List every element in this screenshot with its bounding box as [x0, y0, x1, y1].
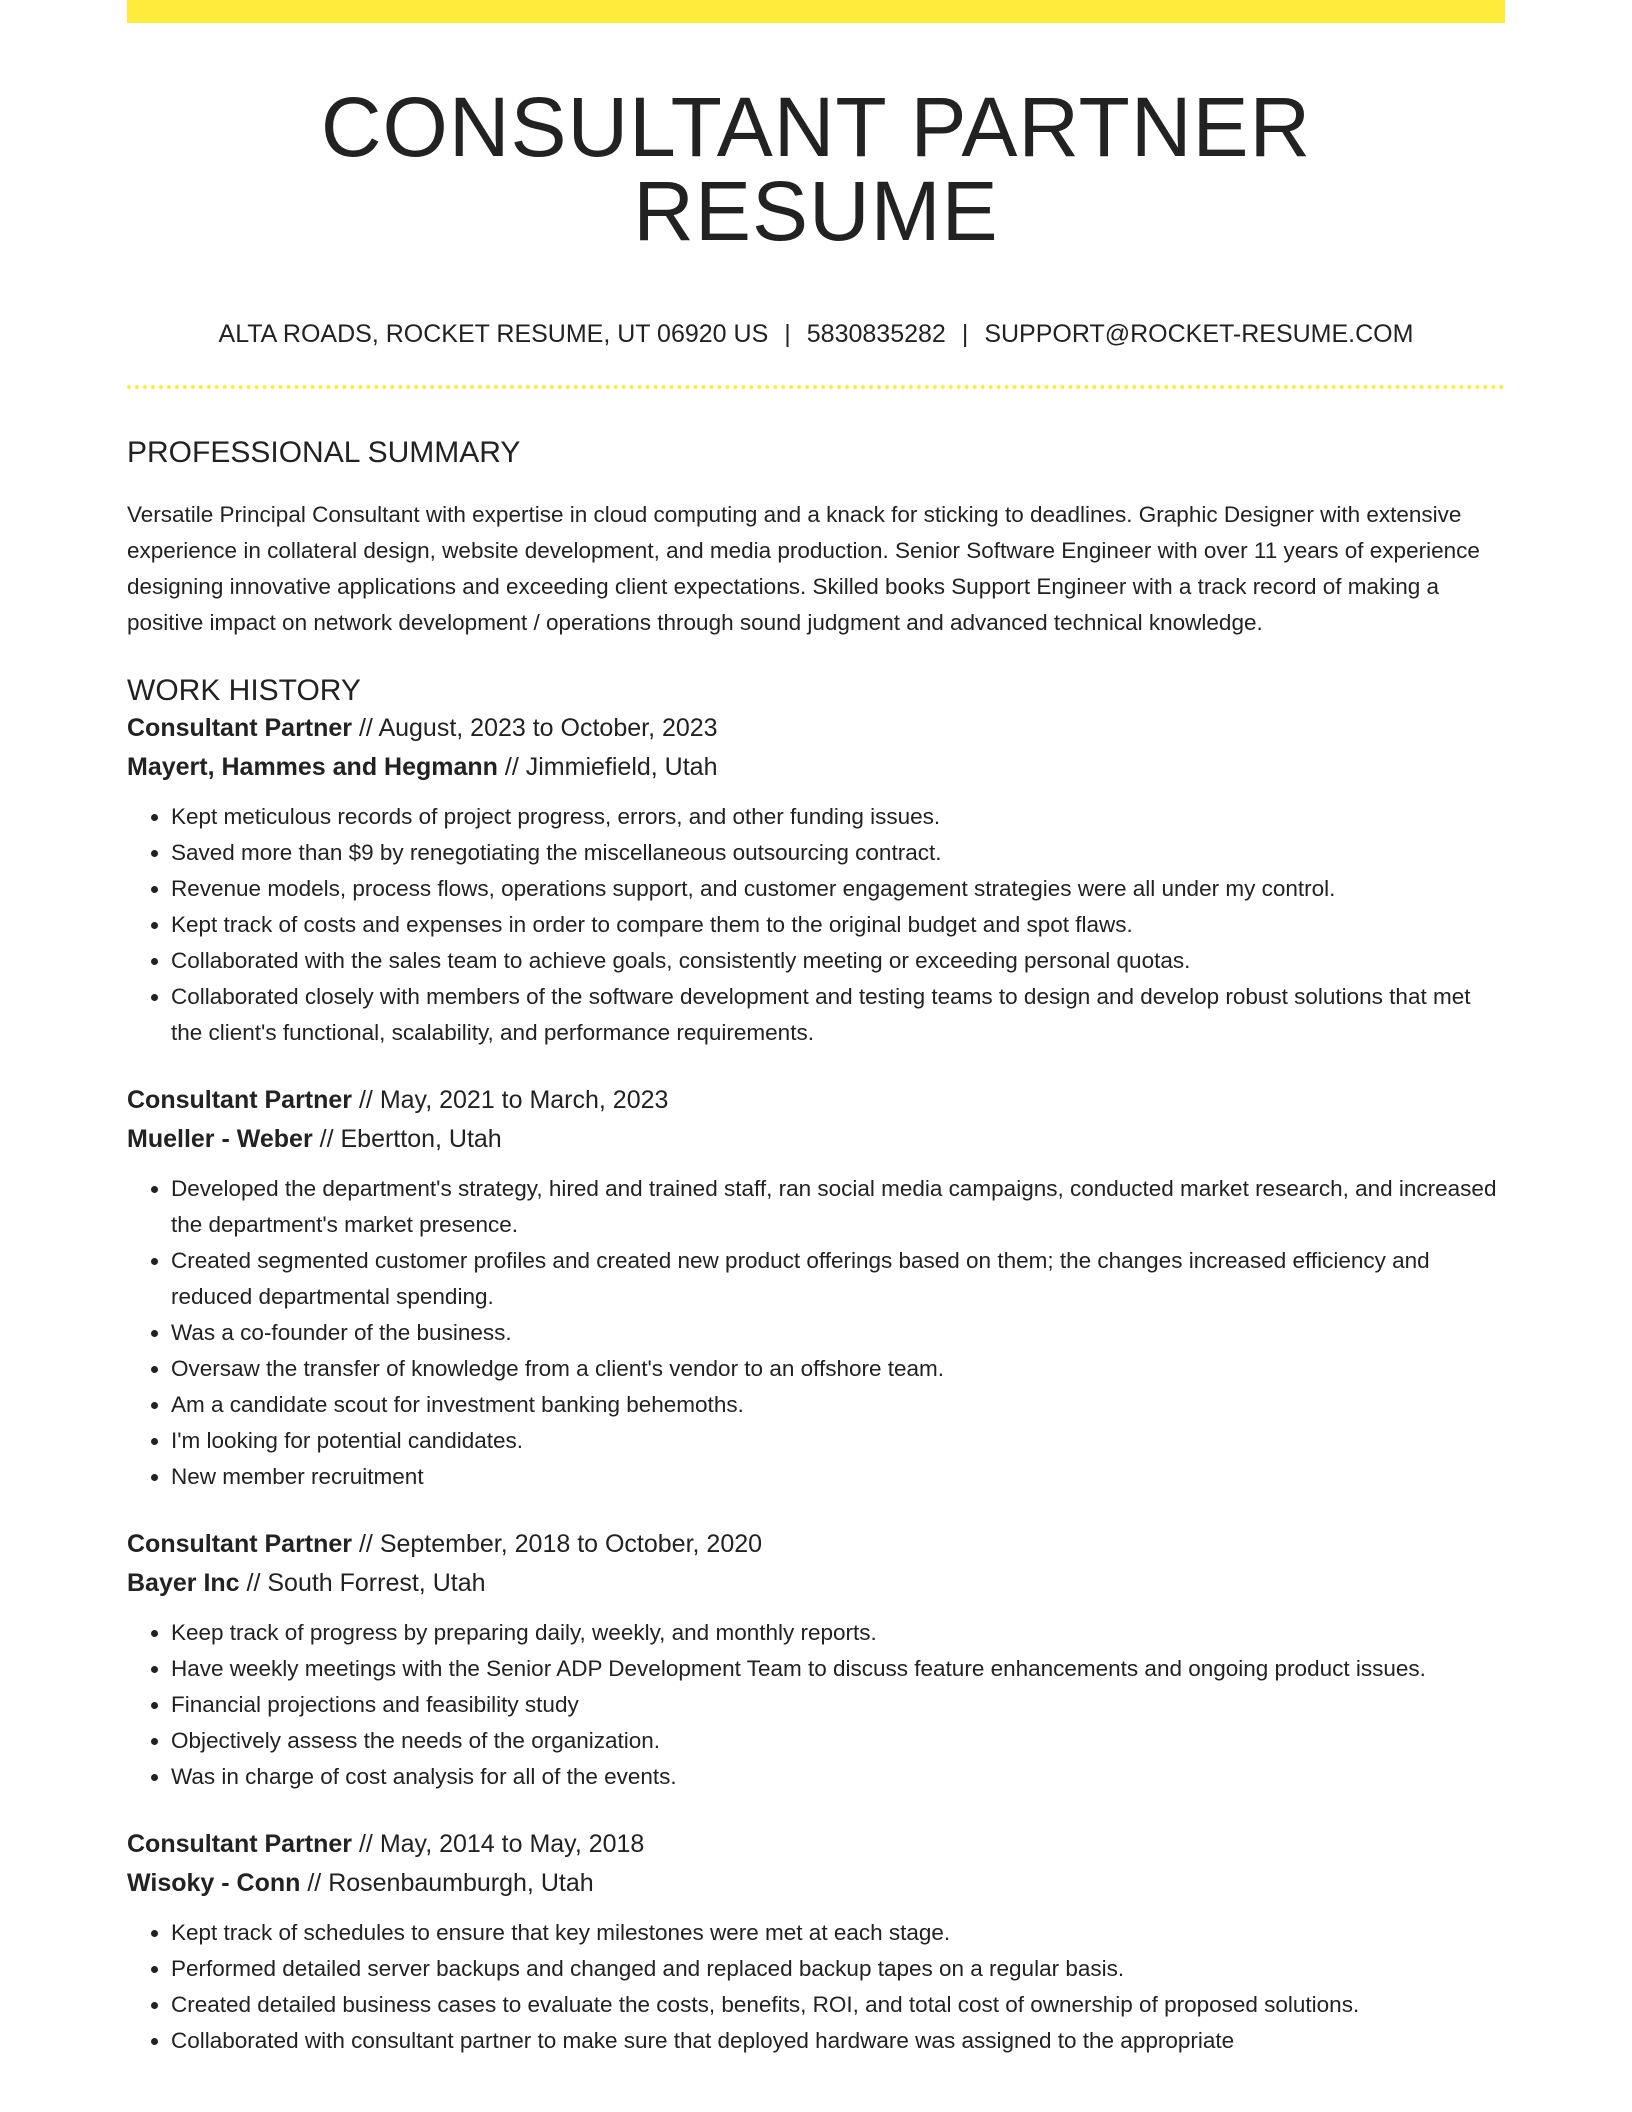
job-entry [127, 709, 1505, 1051]
job-bullet-item: • Collaborated closely with members of the software development and testing teams to design and develop robust solutions that met the client's functional, scalability, and performance requirements. [171, 979, 1505, 1051]
job-title-line [127, 1825, 1505, 1864]
job-bullet-item: • Financial projections and feasibility study [171, 1687, 1505, 1723]
job-separator: // [239, 1569, 268, 1597]
job-title-line [127, 1525, 1505, 1564]
job-title-line [127, 709, 1505, 748]
job-separator: // [300, 1869, 329, 1897]
job-title-line [127, 1081, 1505, 1120]
job-location: South Forrest, Utah [267, 1569, 486, 1597]
job-bullets [127, 1615, 1505, 1795]
job-company-line [127, 1564, 1505, 1603]
job-bullet-item: • Have weekly meetings with the Senior ADP Development Team to discuss feature enhancements and ongoing product issues. [171, 1651, 1505, 1687]
resume-page [127, 0, 1505, 2059]
job-bullets [127, 1915, 1505, 2059]
job-title: Consultant Partner [127, 1086, 353, 1114]
job-bullet-item: • Collaborated with the sales team to achieve goals, consistently meeting or exceeding personal quotas. [171, 943, 1505, 979]
job-separator: // [312, 1125, 341, 1153]
job-bullets [127, 1171, 1505, 1495]
job-title: Consultant Partner [127, 1530, 353, 1558]
job-separator: // [352, 714, 379, 742]
job-bullet-item: • Saved more than $9 by renegotiating the miscellaneous outsourcing contract. [171, 835, 1505, 871]
contact-address: ALTA ROADS, ROCKET RESUME, UT 06920 US [218, 320, 769, 348]
contact-line [127, 319, 1505, 349]
dotted-divider [127, 385, 1505, 389]
job-company-line [127, 1864, 1505, 1903]
job-bullet-item: • Am a candidate scout for investment banking behemoths. [171, 1387, 1505, 1423]
job-dates: May, 2014 to May, 2018 [379, 1830, 645, 1858]
job-dates: September, 2018 to October, 2020 [379, 1530, 763, 1558]
job-bullet-item: • Keep track of progress by preparing daily, weekly, and monthly reports. [171, 1615, 1505, 1651]
job-entry [127, 1825, 1505, 2059]
job-bullet-item: • Was a co-founder of the business. [171, 1315, 1505, 1351]
job-bullet-item: • I'm looking for potential candidates. [171, 1423, 1505, 1459]
job-company: Bayer Inc [127, 1569, 240, 1597]
work-history-list [127, 709, 1505, 2059]
job-location: Rosenbaumburgh, Utah [328, 1869, 594, 1897]
summary-text: Versatile Principal Consultant with expertise in cloud computing and a knack for sticking to deadlines. Graphic Designer with extensive experience in collateral design, website development, and media production. Senior Software Engineer with over 11 years of experience designing innovative applications and exceeding client expectations. Skilled books Support Engineer with a track record of making a positive impact on network development / operations through sound judgment and advanced technical knowledge. [127, 502, 1480, 635]
job-separator: // [352, 1830, 380, 1858]
job-bullet-item: • Revenue models, process flows, operations support, and customer engagement strategies were all under my control. [171, 871, 1505, 907]
job-bullet-item: • Created detailed business cases to evaluate the costs, benefits, ROI, and total cost of ownership of proposed solutions. [171, 1987, 1505, 2023]
job-dates: May, 2021 to March, 2023 [379, 1086, 669, 1114]
job-bullet-item: • Was in charge of cost analysis for all of the events. [171, 1759, 1505, 1795]
job-bullet-item: • Objectively assess the needs of the organization. [171, 1723, 1505, 1759]
job-title: Consultant Partner [127, 714, 353, 742]
job-bullet-item: • Kept track of costs and expenses in order to compare them to the original budget and spot flaws. [171, 907, 1505, 943]
job-separator: // [497, 753, 526, 781]
job-bullet-item: • Performed detailed server backups and changed and replaced backup tapes on a regular basis. [171, 1951, 1505, 1987]
contact-email: SUPPORT@ROCKET-RESUME.COM [984, 320, 1414, 348]
resume-title: CONSULTANT PARTNER RESUME [320, 80, 1312, 258]
job-bullet-item: • Developed the department's strategy, hired and trained staff, ran social media campaigns, conducted market research, and increased the department's market presence. [171, 1171, 1505, 1243]
job-bullet-item: • Kept meticulous records of project progress, errors, and other funding issues. [171, 799, 1505, 835]
accent-top-bar [127, 0, 1505, 23]
job-title: Consultant Partner [127, 1830, 353, 1858]
job-location: Jimmiefield, Utah [525, 753, 718, 781]
job-company: Mueller - Weber [127, 1125, 313, 1153]
job-bullet-item: • Created segmented customer profiles and created new product offerings based on them; the changes increased efficiency and reduced departmental spending. [171, 1243, 1505, 1315]
contact-phone: 5830835282 [806, 320, 946, 348]
job-entry [127, 1081, 1505, 1495]
job-bullet-item: • Kept track of schedules to ensure that key milestones were met at each stage. [171, 1915, 1505, 1951]
job-company: Wisoky - Conn [127, 1869, 301, 1897]
contact-separator: | [784, 320, 791, 348]
job-separator: // [352, 1086, 380, 1114]
job-separator: // [352, 1530, 380, 1558]
job-bullet-item: • Collaborated with consultant partner to make sure that deployed hardware was assigned to the appropriate [171, 2023, 1505, 2059]
job-company-line [127, 748, 1505, 787]
job-entry [127, 1525, 1505, 1795]
work-history-heading: WORK HISTORY [127, 674, 361, 707]
job-company: Mayert, Hammes and Hegmann [127, 753, 498, 781]
summary-heading: PROFESSIONAL SUMMARY [127, 436, 521, 469]
job-location: Ebertton, Utah [340, 1125, 502, 1153]
job-bullet-item: • Oversaw the transfer of knowledge from a client's vendor to an offshore team. [171, 1351, 1505, 1387]
contact-separator: | [961, 320, 969, 348]
job-company-line [127, 1120, 1505, 1159]
job-dates: August, 2023 to October, 2023 [378, 714, 718, 742]
job-bullets [127, 799, 1505, 1051]
job-bullet-item: • New member recruitment [171, 1459, 1505, 1495]
